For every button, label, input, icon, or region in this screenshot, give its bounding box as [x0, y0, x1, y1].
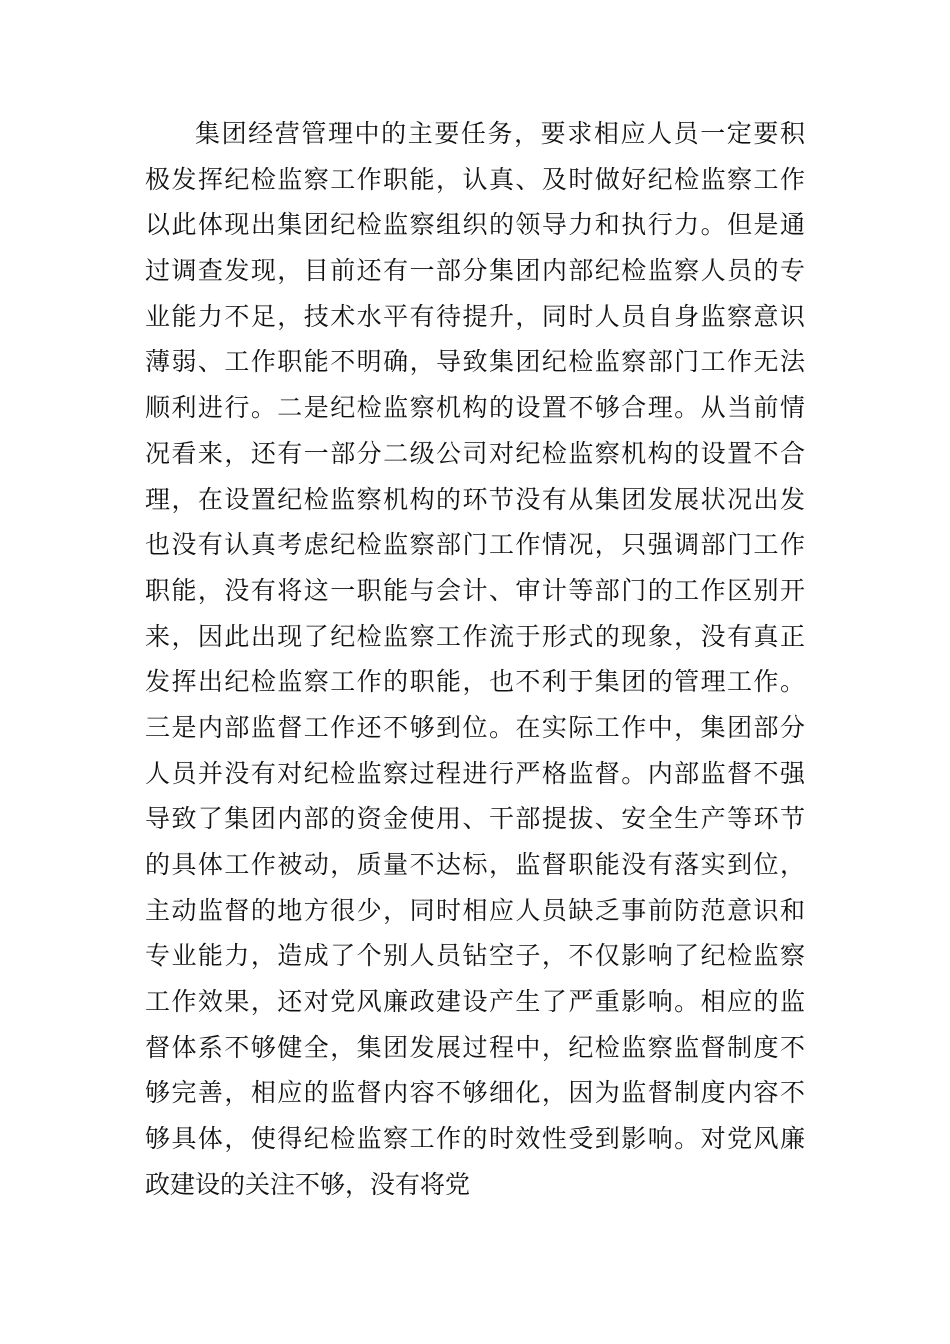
text-line: 导致了集团内部的资金使用、干部提拔、安全生产等环节 — [145, 804, 805, 834]
text-line: 极发挥纪检监察工作职能，认真、及时做好纪检监察工作 — [145, 164, 805, 194]
text-line: 理，在设置纪检监察机构的环节没有从集团发展状况出发 — [145, 484, 805, 514]
text-line: 也没有认真考虑纪检监察部门工作情况，只强调部门工作 — [145, 530, 805, 560]
text-line: 人员并没有对纪检监察过程进行严格监督。内部监督不强 — [145, 758, 805, 788]
text-line: 工作效果，还对党风廉政建设产生了严重影响。相应的监 — [145, 987, 805, 1017]
text-line: 政建设的关注不够，没有将党 — [145, 1169, 471, 1199]
text-line: 来，因此出现了纪检监察工作流于形式的现象，没有真正 — [145, 621, 805, 651]
text-line: 顺利进行。二是纪检监察机构的设置不够合理。从当前情 — [145, 393, 805, 423]
text-line: 薄弱、工作职能不明确，导致集团纪检监察部门工作无法 — [145, 347, 805, 377]
text-line: 督体系不够健全，集团发展过程中，纪检监察监督制度不 — [145, 1032, 805, 1062]
text-line: 的具体工作被动，质量不达标，监督职能没有落实到位， — [145, 850, 805, 879]
text-line: 专业能力，造成了个别人员钻空子，不仅影响了纪检监察 — [145, 941, 805, 971]
body-paragraph — [145, 111, 805, 1208]
text-line: 职能，没有将这一职能与会计、审计等部门的工作区别开 — [145, 575, 805, 605]
text-line: 以此体现出集团纪检监察组织的领导力和执行力。但是通 — [145, 210, 805, 240]
text-line: 发挥出纪检监察工作的职能，也不利于集团的管理工作。 — [145, 667, 805, 697]
text-line: 主动监督的地方很少，同时相应人员缺乏事前防范意识和 — [145, 895, 805, 925]
text-line: 况看来，还有一部分二级公司对纪检监察机构的设置不合 — [145, 438, 805, 468]
text-line: 够具体，使得纪检监察工作的时效性受到影响。对党风廉 — [145, 1124, 805, 1154]
text-line: 集团经营管理中的主要任务，要求相应人员一定要积 — [195, 119, 805, 148]
text-line: 过调查发现，目前还有一部分集团内部纪检监察人员的专 — [145, 256, 805, 286]
text-line: 三是内部监督工作还不够到位。在实际工作中，集团部分 — [145, 712, 805, 742]
text-line: 够完善，相应的监督内容不够细化，因为监督制度内容不 — [145, 1078, 805, 1108]
text-line: 业能力不足，技术水平有待提升，同时人员自身监察意识 — [145, 301, 805, 331]
